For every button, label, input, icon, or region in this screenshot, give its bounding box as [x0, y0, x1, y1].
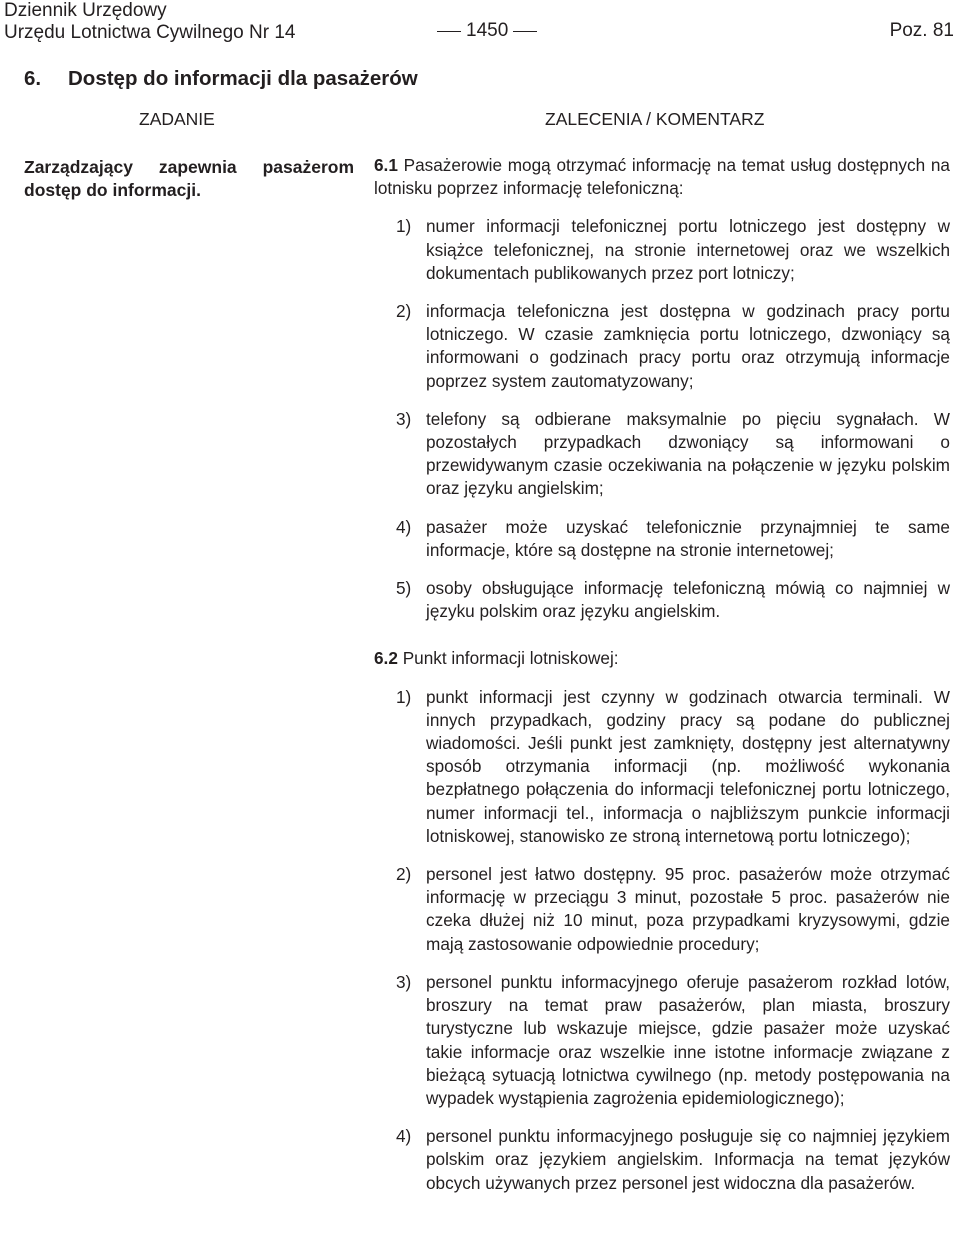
page-number-value: 1450 — [466, 20, 509, 41]
subsection-text: Pasażerowie mogą otrzymać informację na temat usług dostępnych na lotnisku poprzez informację telefoniczną: — [374, 155, 950, 199]
page-number-dash-left — [437, 31, 461, 32]
list-item-label: 2) — [396, 864, 412, 885]
list-item-text: telefony są odbierane maksymalnie po pięciu sygnałach. W pozostałych przypadkach dzwoniący są informowani o przewidywanym czasie oczekiwania na połączenie w języku polskim oraz języku angielskim; — [426, 408, 950, 499]
list-item-label: 3) — [396, 971, 412, 992]
list-item — [374, 215, 950, 285]
subsection-6-2 — [374, 647, 950, 670]
position-label: Poz. 81 — [889, 20, 954, 41]
list-item-text: numer informacji telefonicznej portu lotniczego jest dostępny w książce telefonicznej, na stronie internetowej oraz we wszelkich dokumentach publikowanych przez port lotniczy; — [426, 216, 950, 283]
list-item-label: 2) — [396, 301, 412, 322]
list-item-text: pasażer może uzyskać telefonicznie przynajmniej te same informacje, które są dostępne na stronie internetowej; — [426, 516, 950, 560]
page-number-dash-right — [513, 31, 537, 32]
section-title-text: Dostęp do informacji dla pasażerów — [68, 67, 418, 90]
list-item — [374, 577, 950, 623]
subsection-text: Punkt informacji lotniskowej: — [402, 648, 619, 669]
journal-title — [4, 0, 295, 44]
list-item-label: 5) — [396, 578, 412, 599]
journal-title-line2: Urzędu Lotnictwa Cywilnego Nr 14 — [4, 22, 296, 43]
list-item-label: 1) — [396, 686, 412, 707]
list-item-label: 1) — [396, 216, 412, 237]
column-heading-recommendations: ZALECENIA / KOMENTARZ — [545, 109, 765, 129]
list-item — [374, 300, 950, 393]
section-number: 6. — [24, 67, 42, 90]
task-text: Zarządzający zapewnia pasażerom dostęp do informacji. — [24, 157, 354, 200]
list-item — [374, 408, 950, 501]
section-title — [24, 66, 418, 92]
journal-title-line1: Dziennik Urzędowy — [4, 0, 167, 21]
list-item — [374, 686, 950, 848]
subsection-number: 6.1 — [374, 155, 398, 175]
subsection-6-2-list — [374, 686, 950, 1195]
list-item-text: informacja telefoniczna jest dostępna w godzinach pracy portu lotniczego. W czasie zamknięcia portu lotniczego, dzwoniący są informowani o godzinach pracy portu oraz otrzymują informacje poprzez system zautomatyzowany; — [426, 301, 950, 391]
page-number — [432, 20, 542, 42]
list-item-text: personel jest łatwo dostępny. 95 proc. pasażerów może otrzymać informację w przeciągu 3 minut, pozostałe 5 proc. pasażerów nie czeka dłużej niż 10 minut, poza przypadkami kryzysowymi, gdzie mają zastosowanie odpowiednie procedury; — [426, 864, 950, 954]
list-item-text: personel punktu informacyjnego oferuje pasażerom rozkład lotów, broszury na temat praw pasażerów, plan miasta, broszury turystyczne lub wskazuje miejsce, gdzie pasażer może uzyskać takie informacje oraz wszelkie inne istotne informacje związane z bieżącą sytuacją lotnictwa cywilnego (np. metody postępowania na wypadek wystąpienia zagrożenia epidemiologicznego); — [426, 971, 950, 1108]
subsection-6-1-list — [374, 215, 950, 623]
recommendations — [374, 154, 950, 1195]
list-item-text: punkt informacji jest czynny w godzinach otwarcia terminali. W innych przypadkach, godziny pracy są podane do publicznej wiadomości. Jeśli punkt jest zamknięty, dostępny jest alternatywny sposób otrzymania informacji (np. możliwość wykonania bezpłatnego połączenia do informacji telefonicznej portu lotniczego, numer informacji tel., informacja o najbliższym punkcie informacji lotniskowej, stanowisko ze stroną internetową portu lotniczego); — [426, 686, 950, 846]
list-item-text: personel punktu informacyjnego posługuje się co najmniej językiem polskim oraz językiem angielskim. Informacja na temat języków obcych używanych przez personel jest widoczna dla pasażerów. — [426, 1126, 950, 1193]
list-item — [374, 863, 950, 956]
list-item — [374, 516, 950, 562]
subsection-6-1 — [374, 154, 950, 200]
list-item-label: 4) — [396, 516, 412, 537]
list-item — [374, 1125, 950, 1195]
subsection-number: 6.2 — [374, 648, 398, 669]
list-item-text: osoby obsługujące informację telefoniczną mówią co najmniej w języku polskim oraz języku angielskim. — [426, 578, 950, 622]
list-item-label: 4) — [396, 1126, 412, 1147]
list-item — [374, 971, 950, 1110]
list-item-label: 3) — [396, 408, 412, 429]
column-heading-task: ZADANIE — [139, 109, 215, 129]
